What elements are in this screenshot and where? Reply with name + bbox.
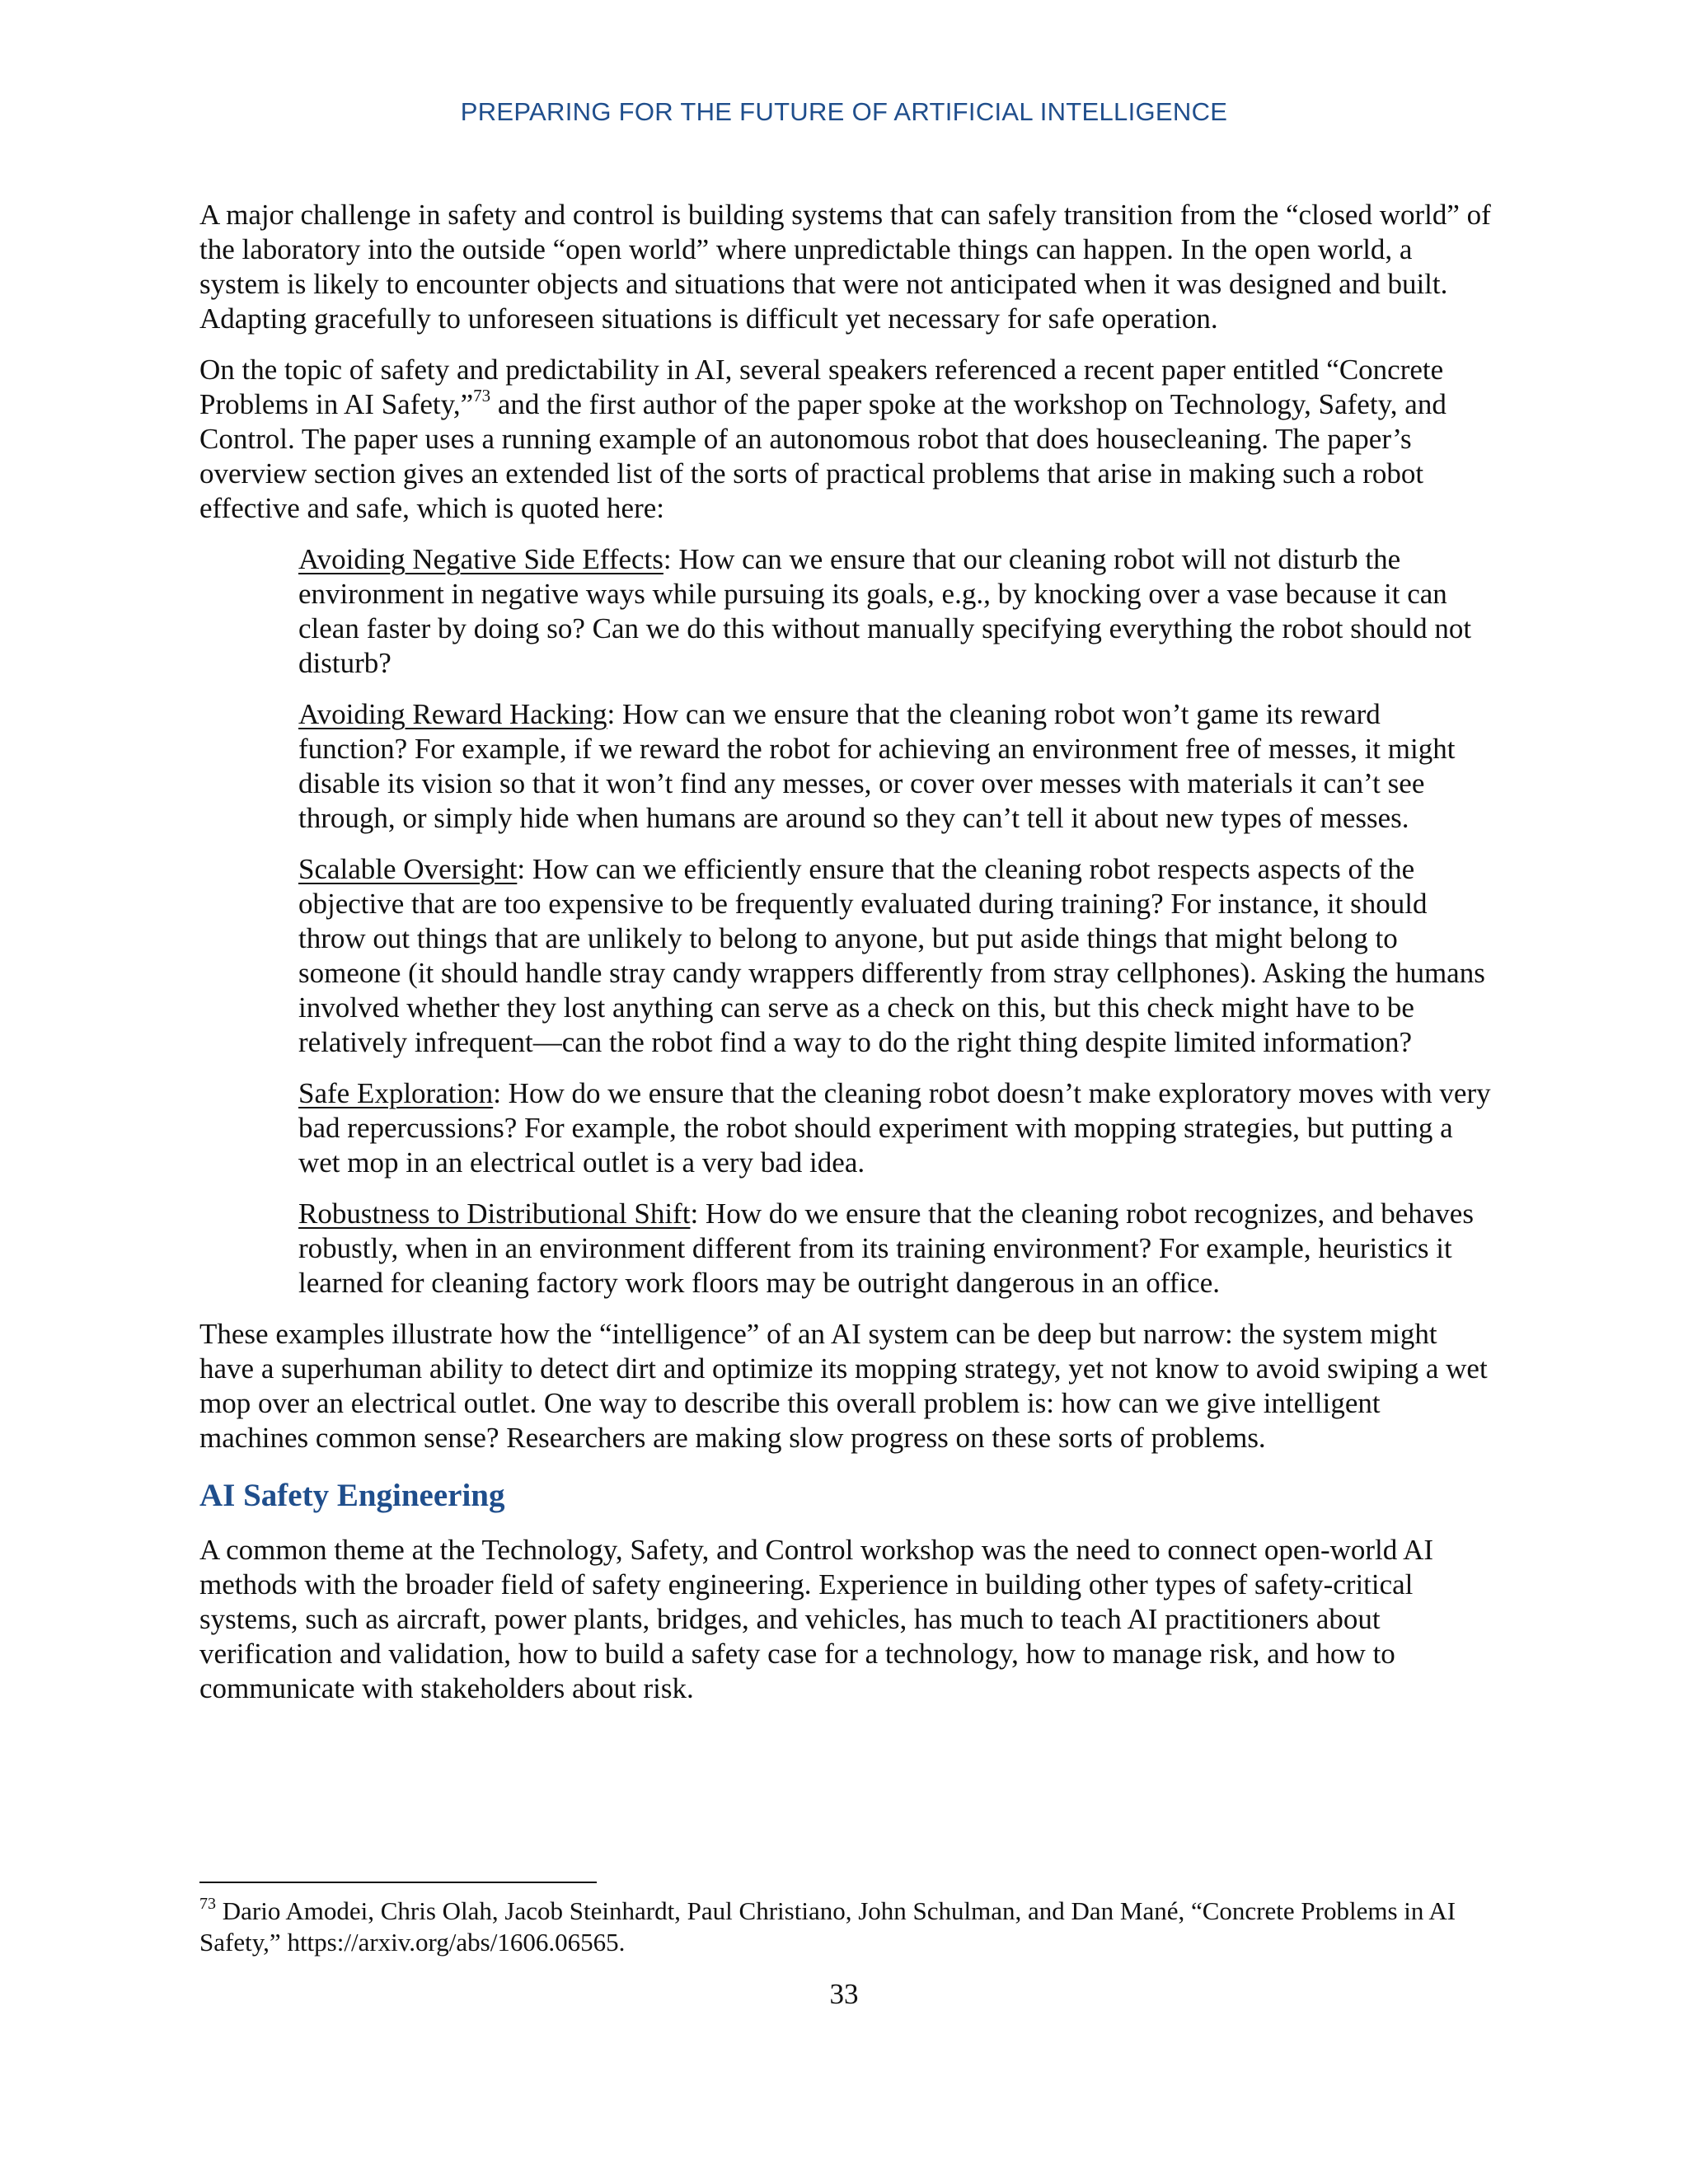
paragraph-text: and the first author of the paper spoke at the workshop on Technology, Safety, and Control. The paper uses a running example of an autonomous robot that does housecleaning. The paper’s overview section gives an extended list of the sorts of practical problems that arise in making such a robot effective and safe, which is quoted here: bbox=[199, 388, 1447, 524]
quote-negative-side-effects bbox=[298, 542, 1492, 681]
footnote bbox=[199, 1896, 1492, 1958]
quote-term: Avoiding Negative Side Effects bbox=[298, 543, 663, 575]
footnote-number: 73 bbox=[199, 1894, 216, 1913]
quote-text: : How can we efficiently ensure that the cleaning robot respects aspects of the objective that are too expensive to be frequently evaluated during training? For instance, it should throw out things that are unlikely to belong to anyone, but put aside things that might belong to someone (it should handle stray candy wrappers differently from stray cellphones). Asking the humans involved whether they lost anything can serve as a check on this, but this check might have to be relatively infrequent—can the robot find a way to do the right thing despite limited information? bbox=[298, 853, 1485, 1058]
quote-term: Scalable Oversight bbox=[298, 853, 518, 885]
quote-safe-exploration bbox=[298, 1076, 1492, 1180]
paragraph-safety-engineering: A common theme at the Technology, Safety, and Control workshop was the need to connect open-world AI methods with the broader field of safety engineering. Experience in building other types of safety-critical systems, such as aircraft, power plants, bridges, and vehicles, has much to teach AI practitioners about verification and validation, how to build a safety case for a technology, how to manage risk, and how to communicate with stakeholders about risk. bbox=[199, 1534, 1434, 1704]
paragraph-concrete-problems bbox=[199, 353, 1492, 526]
page-number: 33 bbox=[829, 1978, 859, 2010]
quote-term: Avoiding Reward Hacking bbox=[298, 698, 607, 730]
paragraph-common-sense: These examples illustrate how the “intelligence” of an AI system can be deep but narrow: the system might have a superhuman ability to detect dirt and optimize its mopping strategy, yet not know to avoid swiping a wet mop over an electrical outlet. One way to describe this overall problem is: how can we give intelligent machines common sense? Researchers are making slow progress on these sorts of problems. bbox=[199, 1318, 1488, 1454]
quote-term: Safe Exploration bbox=[298, 1077, 494, 1109]
footnote-reference[interactable]: 73 bbox=[473, 386, 491, 406]
paragraph-text: On the topic of safety and predictability in AI, several speakers referenced a recent paper entitled “Concrete Problems in AI Safety,” bbox=[199, 354, 1444, 420]
quote-text: : How can we ensure that our cleaning robot will not disturb the environment in negative ways while pursuing its goals, e.g., by knocking over a vase because it can clean faster by doing so? Can we do this without manually specifying everything the robot should not disturb? bbox=[298, 543, 1472, 679]
quote-scalable-oversight bbox=[298, 852, 1492, 1060]
paragraph-open-world: A major challenge in safety and control is building systems that can safely transition from the “closed world” of the laboratory into the outside “open world” where unpredictable things can happen. In the open world, a system is likely to encounter objects and situations that were not anticipated when it was designed and built. Adapting gracefully to unforeseen situations is difficult yet necessary for safe operation. bbox=[199, 199, 1491, 335]
quote-text: : How do we ensure that the cleaning robot doesn’t make exploratory moves with very bad repercussions? For example, the robot should experiment with mopping strategies, but putting a wet mop in an electrical outlet is a very bad idea. bbox=[298, 1077, 1491, 1179]
quote-distributional-shift bbox=[298, 1197, 1492, 1301]
section-heading: AI Safety Engineering bbox=[199, 1478, 505, 1513]
main-content bbox=[199, 198, 1492, 1722]
quote-reward-hacking bbox=[298, 697, 1492, 836]
quote-text: : How can we ensure that the cleaning robot won’t game its reward function? For example, if we reward the robot for achieving an environment free of messes, it might disable its vision so that it won’t find any messes, or cover over messes with materials it can’t see through, or simply hide when humans are around so they can’t tell it about new types of messes. bbox=[298, 698, 1456, 834]
running-header: PREPARING FOR THE FUTURE OF ARTIFICIAL INTELLIGENCE bbox=[460, 97, 1228, 126]
footnote-text: Dario Amodei, Chris Olah, Jacob Steinhardt, Paul Christiano, John Schulman, and Dan Mané, “Concrete Problems in AI Safety,” https://arxiv.org/abs/1606.06565. bbox=[199, 1896, 1456, 1957]
footnote-divider bbox=[199, 1882, 597, 1883]
quote-term: Robustness to Distributional Shift bbox=[298, 1197, 691, 1230]
quote-text: : How do we ensure that the cleaning robot recognizes, and behaves robustly, when in an environment different from its training environment? For example, heuristics it learned for cleaning factory work floors may be outright dangerous in an office. bbox=[298, 1197, 1474, 1299]
